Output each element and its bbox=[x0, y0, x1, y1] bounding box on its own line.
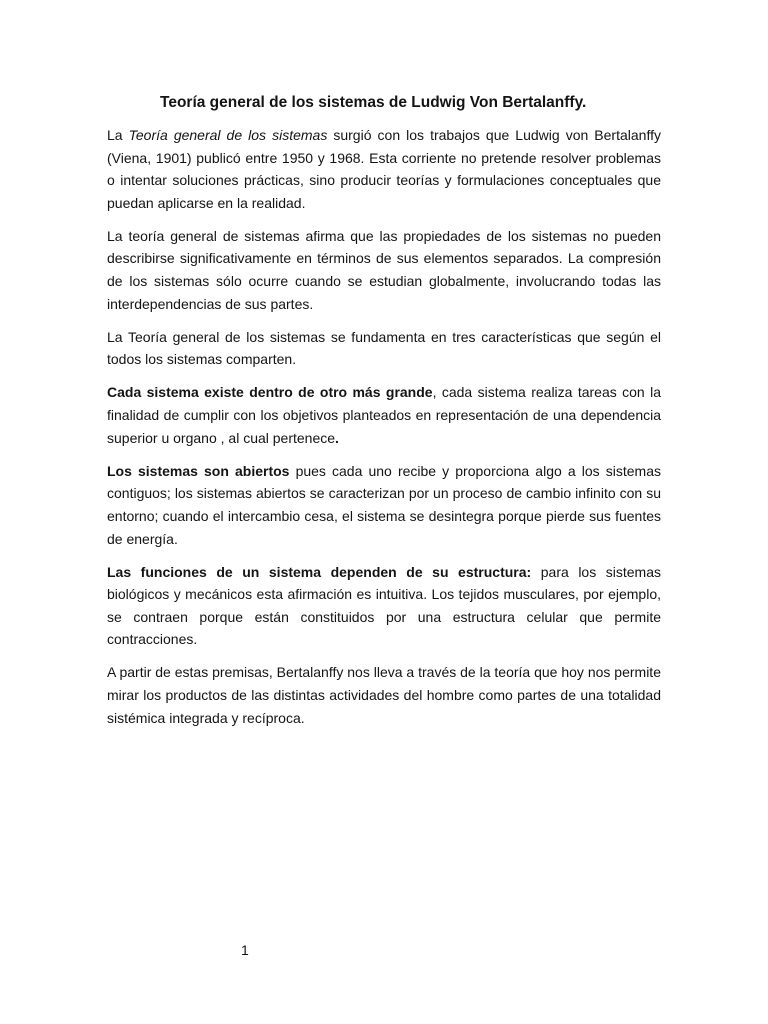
paragraph-6-bold-lead: Las funciones de un sistema dependen de su estructura: bbox=[107, 563, 532, 580]
page-number: 1 bbox=[241, 942, 249, 958]
paragraph-5-bold-lead: Los sistemas son abiertos bbox=[107, 462, 290, 479]
paragraph-5 bbox=[107, 460, 661, 550]
paragraph-4 bbox=[107, 381, 661, 449]
paragraph-1-lead: La bbox=[107, 127, 129, 143]
document-title: Teoría general de los sistemas de Ludwig Von Bertalanffy. bbox=[160, 94, 587, 111]
paragraph-6-text: para los sistemas biológicos y mecánicos esta afirmación es intuitiva. Los tejidos musculares, por ejemplo, se contraen porque están constituidos por una estructura celular que permite contracciones. bbox=[107, 563, 661, 648]
paragraph-1-text: surgió con los trabajos que Ludwig von Bertalanffy (Viena, 1901) publicó entre 1950 y 1968. Esta corriente no pretende resolver problemas o intentar soluciones prácticas, sino producir teorías y formulaciones conceptuales que puedan aplicarse en la realidad. bbox=[107, 127, 661, 211]
paragraph-5-text: pues cada uno recibe y proporciona algo a los sistemas contiguos; los sistemas abiertos se caracterizan por un proceso de cambio infinito con su entorno; cuando el intercambio cesa, el sistema se desintegra porque pierde sus fuentes de energía. bbox=[107, 462, 661, 547]
paragraph-1-italic-term: Teoría general de los sistemas bbox=[128, 127, 328, 143]
paragraph-2: La teoría general de sistemas afirma que las propiedades de los sistemas no pueden describirse significativamente en términos de sus elementos separados. La compresión de los sistemas sólo ocurre cuando se estudian globalmente, involucrando todas las interdependencias de sus partes. bbox=[107, 227, 661, 312]
paragraph-1 bbox=[107, 124, 661, 214]
document-body bbox=[107, 124, 661, 729]
paragraph-4-text: , cada sistema realiza tareas con la finalidad de cumplir con los objetivos planteados en representación de una dependencia superior u organo , al cual pertenece bbox=[107, 384, 661, 446]
paragraph-4-bold-lead: Cada sistema existe dentro de otro más grande bbox=[107, 384, 433, 401]
paragraph-6 bbox=[107, 561, 661, 651]
paragraph-3: La Teoría general de los sistemas se fundamenta en tres características que según el todos los sistemas comparten. bbox=[107, 328, 661, 368]
paragraph-7: A partir de estas premisas, Bertalanffy nos lleva a través de la teoría que hoy nos permite mirar los productos de las distintas actividades del hombre como partes de una totalidad sistémica integrada y recíproca. bbox=[107, 664, 661, 726]
paragraph-4-bold-period: . bbox=[335, 429, 339, 446]
